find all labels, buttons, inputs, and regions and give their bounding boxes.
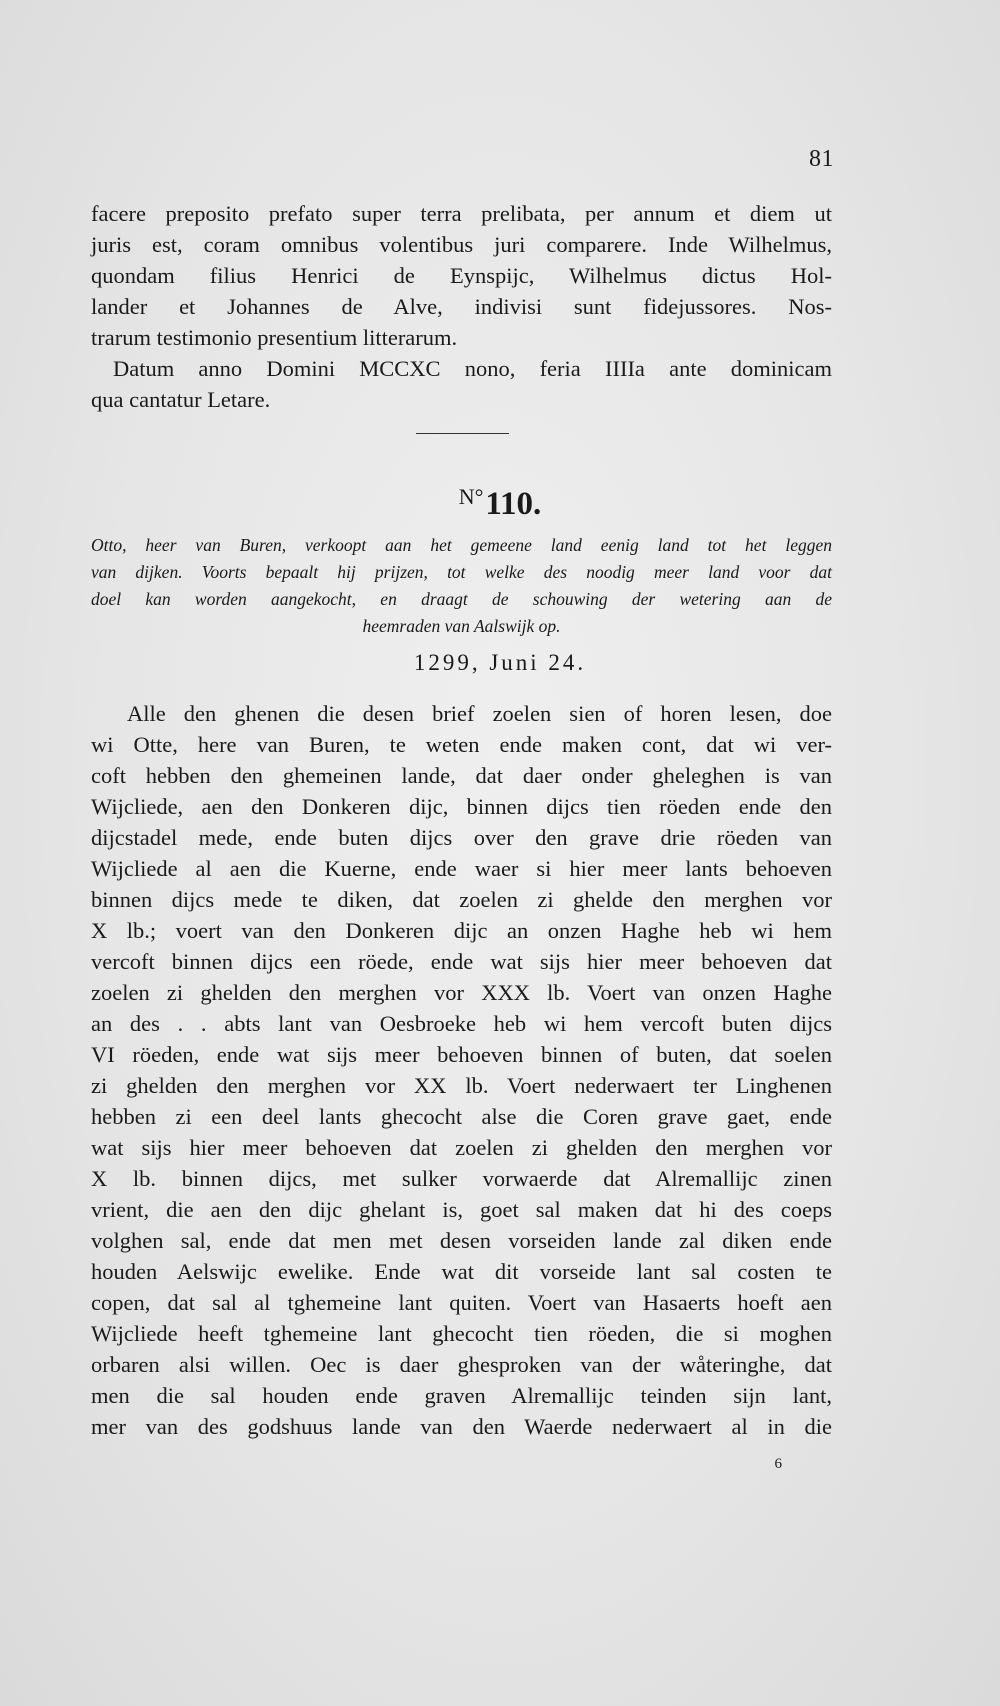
body-line: vercoft binnen dijcs een röede, ende wat sijs hier meer behoeven dat — [91, 949, 832, 974]
body-line: VI röeden, ende wat sijs meer behoeven binnen of buten, dat soelen — [91, 1042, 832, 1067]
body-line: X lb.; voert van den Donkeren dijc an onzen Haghe heb wi hem — [91, 918, 832, 943]
text-line: juris est, coram omnibus volentibus juri comparere. Inde Wilhelmus, — [91, 232, 832, 257]
body-line: Wijcliede al aen die Kuerne, ende waer si hier meer lants behoeven — [91, 856, 832, 881]
body-line: houden Aelswijc ewelike. Ende wat dit vorseide lant sal costen te — [91, 1259, 832, 1284]
body-line: Wijcliede, aen den Donkeren dijc, binnen dijcs tien röeden ende den — [91, 794, 832, 819]
document-body — [91, 698, 832, 1442]
text-line: facere preposito prefato super terra prelibata, per annum et diem ut — [91, 201, 832, 226]
body-line: binnen dijcs mede te diken, dat zoelen zi ghelde den merghen vor — [91, 887, 832, 912]
body-line: zoelen zi ghelden den merghen vor XXX lb. Voert van onzen Haghe — [91, 980, 832, 1005]
number-prefix: N° — [458, 484, 484, 509]
text-line: quondam filius Henrici de Eynspijc, Wilhelmus dictus Hol- — [91, 263, 832, 288]
body-line: X lb. binnen dijcs, met sulker vorwaerde dat Alremallijc zinen — [91, 1166, 832, 1191]
body-line: Wijcliede heeft tghemeine lant ghecocht tien röeden, die si moghen — [91, 1321, 832, 1346]
body-line: zi ghelden den merghen vor XX lb. Voert nederwaert ter Linghenen — [91, 1073, 832, 1098]
previous-document-text — [91, 198, 832, 415]
datum-line: Datum anno Domini MCCXC nono, feria IIIIa ante dominicam — [113, 356, 832, 381]
body-line: hebben zi een deel lants ghecocht alse die Coren grave gaet, ende — [91, 1104, 832, 1129]
text-line: qua cantatur Letare. — [91, 387, 271, 412]
signature-mark: 6 — [774, 1456, 782, 1472]
document-number — [0, 484, 1000, 523]
summary-line: van dijken. Voorts bepaalt hij prijzen, tot welke des noodig meer land voor dat — [91, 562, 832, 582]
number-value: 110. — [485, 486, 542, 522]
summary-line: heemraden van Aalswijk op. — [362, 616, 561, 636]
body-line: dijcstadel mede, ende buten dijcs over den grave drie röeden van — [91, 825, 832, 850]
section-divider — [416, 433, 509, 434]
body-line: an des . . abts lant van Oesbroeke heb wi hem vercoft buten dijcs — [91, 1011, 832, 1036]
text-line: trarum testimonio presentium litterarum. — [91, 325, 458, 350]
body-line: men die sal houden ende graven Alremallijc teinden sijn lant, — [91, 1383, 832, 1408]
document-summary — [91, 532, 832, 640]
page-number: 81 — [809, 146, 834, 172]
body-line: wat sijs hier meer behoeven dat zoelen zi ghelden den merghen vor — [91, 1135, 832, 1160]
body-line: coft hebben den ghemeinen lande, dat daer onder gheleghen is van — [91, 763, 832, 788]
body-line: mer van des godshuus lande van den Waerde nederwaert al in die — [91, 1414, 832, 1439]
body-line: Alle den ghenen die desen brief zoelen sien of horen lesen, doe — [127, 701, 832, 726]
body-line: orbaren alsi willen. Oec is daer ghesproken van der wåteringhe, dat — [91, 1352, 832, 1377]
text-line: lander et Johannes de Alve, indivisi sunt fidejussores. Nos- — [91, 294, 832, 319]
body-line: wi Otte, here van Buren, te weten ende maken cont, dat wi ver- — [91, 732, 832, 757]
summary-line: Otto, heer van Buren, verkoopt aan het gemeene land eenig land tot het leggen — [91, 535, 832, 555]
summary-line: doel kan worden aangekocht, en draagt de schouwing der wetering aan de — [91, 589, 832, 609]
body-line: vrient, die aen den dijc ghelant is, goet sal maken dat hi des coeps — [91, 1197, 832, 1222]
body-line: volghen sal, ende dat men met desen vorseiden lande zal diken ende — [91, 1228, 832, 1253]
body-line: copen, dat sal al tghemeine lant quiten. Voert van Hasaerts hoeft aen — [91, 1290, 832, 1315]
document-date: 1299, Juni 24. — [413, 650, 587, 675]
